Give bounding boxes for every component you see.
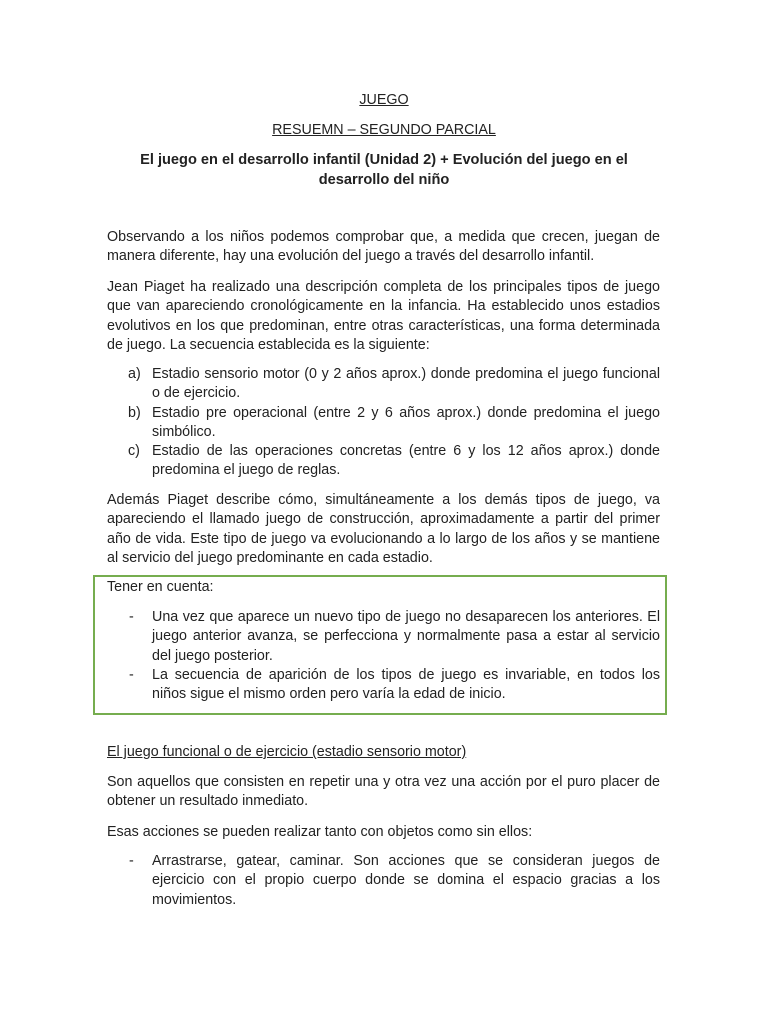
list-item [107,365,660,404]
list-marker: - [129,853,134,869]
note-box-title: Tener en cuenta: [107,579,214,595]
list-item [107,608,660,666]
actions-list [107,852,660,910]
list-marker: - [129,666,134,683]
actions-paragraph: Esas acciones se pueden realizar tanto con objetos como sin ellos: [107,824,533,840]
functional-paragraph: Son aquellos que consisten en repetir una y otra vez una acción por el puro placer de obtener un resultado inmediato. [107,774,660,810]
piaget-paragraph: Jean Piaget ha realizado una descripción completa de los principales tipos de juego que van apareciendo cronológicamente en la infancia. Ha establecido unos estadios evolutivos en los que predominan, entre otras características, una forma determinada de juego. La secuencia establecida es la siguiente: [107,279,660,353]
stages-list [107,365,660,481]
list-item-text: Estadio pre operacional (entre 2 y 6 años aprox.) donde predomina el juego simbólico. [152,404,660,440]
section-heading [0,150,768,190]
list-item-text: Estadio de las operaciones concretas (entre 6 y los 12 años aprox.) donde predomina el juego de reglas. [152,443,660,479]
list-marker: c) [128,443,140,460]
intro-paragraph: Observando a los niños podemos comprobar que, a medida que crecen, juegan de manera diferente, hay una evolución del juego a través del desarrollo infantil. [107,229,660,265]
construction-paragraph: Además Piaget describe cómo, simultáneamente a los demás tipos de juego, va apareciendo el llamado juego de construcción, aproximadamente a partir del primer año de vida. Este tipo de juego va evolucionando a lo largo de los años y se mantiene al servicio del juego predominante en cada estadio. [107,492,660,566]
note-box-list [107,608,660,704]
list-marker: b) [128,404,141,421]
list-marker: a) [128,366,141,382]
list-item-text: Arrastrarse, gatear, caminar. Son acciones que se consideran juegos de ejercicio con el propio cuerpo donde se domina el espacio gracias a los movimientos. [152,853,660,908]
document-title: JUEGO [359,92,409,108]
list-item [107,404,660,443]
list-item-text: La secuencia de aparición de los tipos de juego es invariable, en todos los niños sigue el mismo orden pero varía la edad de inicio. [152,666,660,703]
list-item-text: Una vez que aparece un nuevo tipo de juego no desaparecen los anteriores. El juego anterior avanza, se perfecciona y normalmente pasa a estar al servicio del juego posterior. [152,609,660,664]
list-item [107,442,660,481]
document-subtitle: RESUEMN – SEGUNDO PARCIAL [272,122,496,138]
list-marker: - [129,609,134,625]
section-heading-line-1: El juego en el desarrollo infantil (Unidad 2) + Evolución del juego en el [140,152,628,168]
list-item [107,852,660,910]
list-item-text: Estadio sensorio motor (0 y 2 años aprox.) donde predomina el juego funcional o de ejercicio. [152,366,660,402]
functional-heading: El juego funcional o de ejercicio (estadio sensorio motor) [107,744,467,760]
section-heading-line-2: desarrollo del niño [318,172,450,188]
list-item [107,666,660,705]
